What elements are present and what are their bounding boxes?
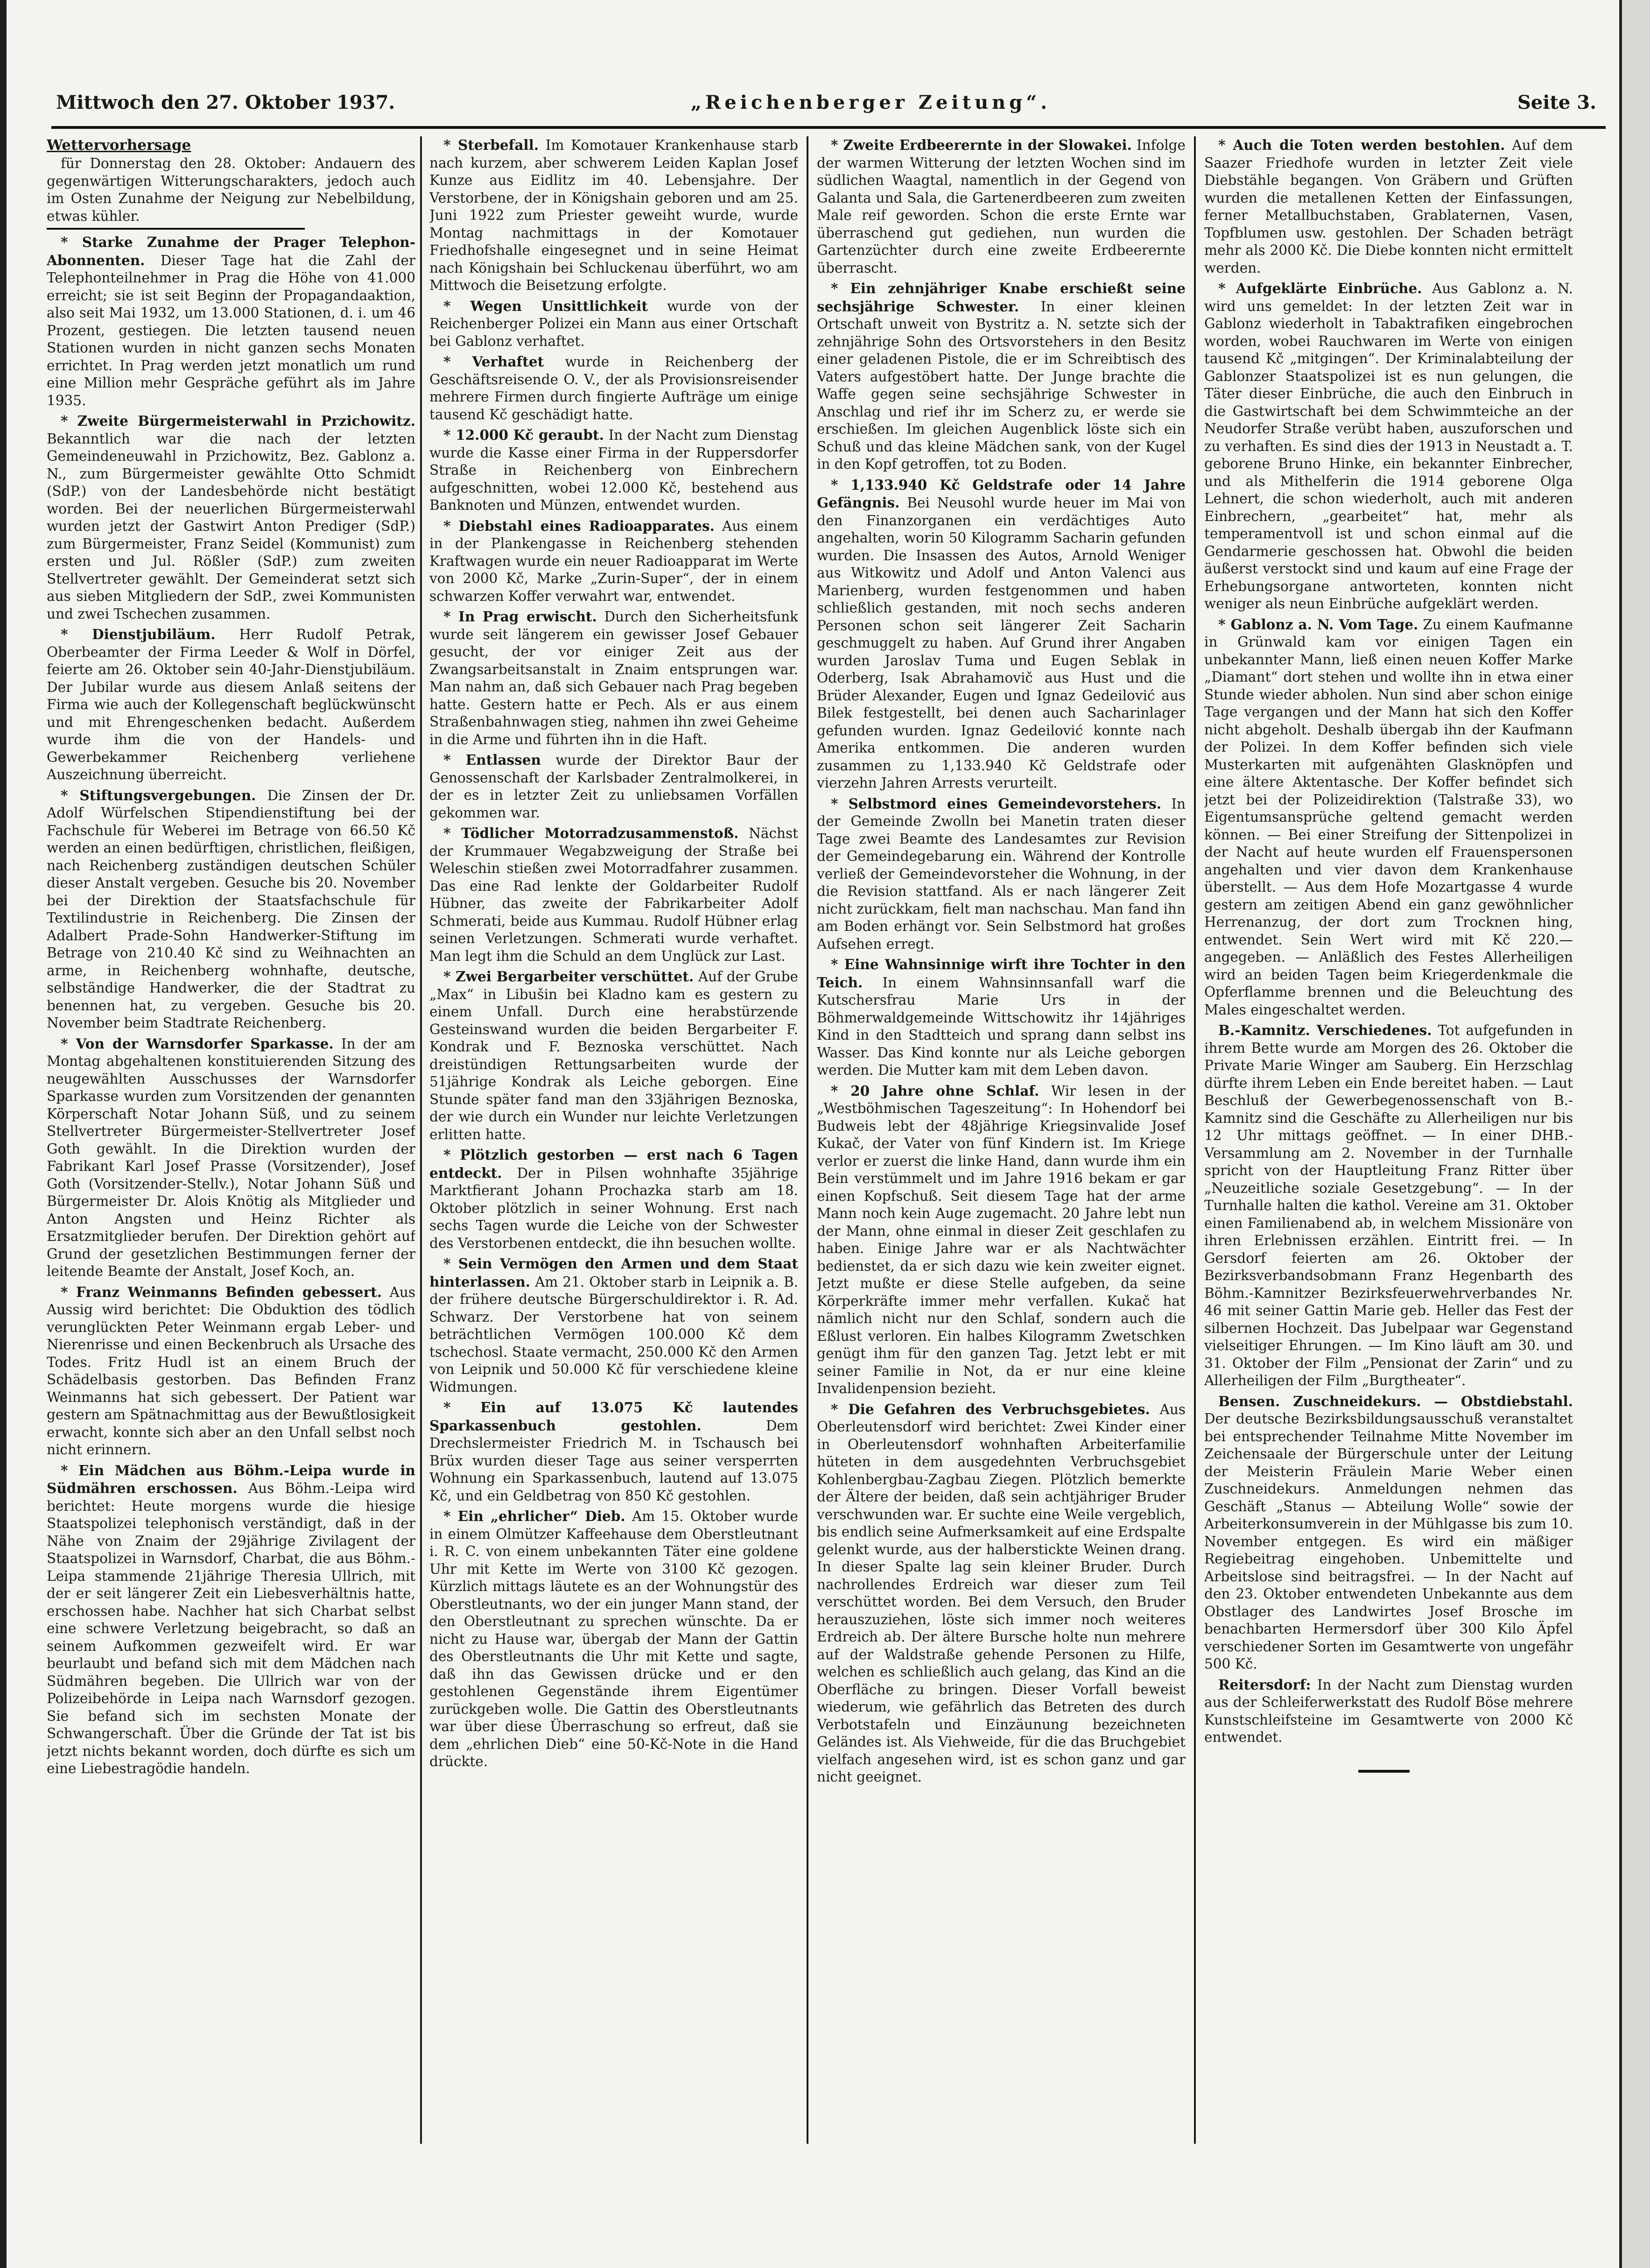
article-body: Im Komotauer Krankenhause starb nach kurzem, aber schwerem Leiden Kaplan Josef Kunze aus Eidlitz im 40. Lebensjahre. Der Verstorbene, der in Königshain geboren und am 25. Juni 1922 zum Priester geweiht wurde, wurde Montag nachmittags in der Komotauer Friedhofshalle eingesegnet und in seine Heimat nach Königshain bei Schluckenau überführt, wo am Mittwoch die Beisetzung erfolgte.: [429, 137, 798, 293]
news-article: [47, 1462, 415, 1778]
article-headline: * 12.000 Kč geraubt.: [443, 427, 604, 443]
scan-edge-right: [1619, 0, 1650, 2268]
end-rule: [1358, 1770, 1410, 1773]
column-1: [47, 136, 415, 2134]
article-body: Am 21. Oktober starb in Leipnik a. B. der frühere deutsche Bürgerschuldirektor i. R. Ad. Schwarz. Der Verstorbene hat von seinem beträchtlichen Vermögen 100.000 Kč dem tschechosl. Staate vermacht, 250.000 Kč den Armen von Leipnik und 50.000 Kč für verschiedene kleine Widmungen.: [429, 1274, 798, 1395]
article-body: In der Nacht zum Dienstag wurden aus der Schleiferwerkstatt des Rudolf Böse mehrere Kunstschleifsteine im Gesamtwerte von 2000 Kč entwendet.: [1204, 1676, 1573, 1745]
article-headline: * Aufgeklärte Einbrüche.: [1218, 280, 1422, 296]
section-separator: [47, 228, 305, 230]
article-headline: * Stiftungsvergebungen.: [61, 787, 256, 803]
article-headline: * Tödlicher Motorradzusammenstoß.: [443, 825, 739, 841]
column-divider: [420, 136, 422, 2144]
news-article: [429, 517, 798, 606]
article-body: Der deutsche Bezirksbildungsausschuß veranstaltet bei entsprechender Teilnahme Mitte November im Zeichensaale der Bürgerschule unter der Leitung der Meisterin Fräulein Marie Weber einen Zuschneidekurs. Anmeldungen nehmen das Geschäft „Stanus — Abteilung Wolle“ sowie der Arbeiterkonsumverein in der Mühlgasse bis zum 10. November entgegen. Es wird ein mäßiger Regiebeitrag eingehoben. Unbemittelte und Arbeitslose sind beitragsfrei. — In der Nacht auf den 23. Oktober entwendeten Unbekannte aus dem Obstlager des Landwirtes Josef Brosche im benachbarten Hermersdorf über 300 Kilo Äpfel verschiedener Sorten im Gesamtwerte von ungefähr 500 Kč.: [1204, 1411, 1573, 1672]
article-headline: * In Prag erwischt.: [443, 608, 597, 625]
article-headline: * Diebstahl eines Radioapparates.: [443, 517, 715, 534]
article-body: Auf der Grube „Max“ in Libušin bei Kladno kam es gestern zu einem Unfall. Durch eine herabstürzende Gesteinswand wurden die beiden Bergarbeiter F. Kondrak und F. Beznoska verschüttet. Nach dreistündigen Rettungsarbeiten wurde der 51jährige Kondrak als Leiche geborgen. Eine Stunde später fand man den 33jährigen Beznoska, der wie durch ein Wunder nur leichte Verletzungen erlitten hatte.: [429, 969, 798, 1142]
article-headline: * Wegen Unsittlichkeit: [443, 297, 648, 314]
article-body: Bekanntlich war die nach der letzten Gemeindeneuwahl in Przichowitz, Bez. Gablonz a. N., zum Bürgermeister gewählte Otto Schmidt (SdP.) von der Landesbehörde nicht bestätigt worden. Bei der neuerlichen Bürgermeisterwahl wurden jetzt der Gastwirt Anton Prediger (SdP.) zum Bürgermeister, Franz Seidel (Kommunist) zum ersten und Jul. Rößler (SdP.) zum zweiten Stellvertreter gewählt. Der Gemeinderat setzt sich aus sieben Mitgliedern der SdP., zwei Kommunisten und zwei Tschechen zusammen.: [47, 430, 415, 622]
article-headline: * Franz Weinmanns Befinden gebessert.: [61, 1283, 382, 1300]
article-headline: * Sein Vermögen den Armen und dem Staat hinterlassen.: [429, 1255, 798, 1290]
article-headline: * Auch die Toten werden bestohlen.: [1218, 137, 1505, 153]
weather-heading: Wettervorhersage: [47, 137, 191, 154]
header-title: „Reichenberger Zeitung“.: [691, 92, 1051, 113]
article-headline: * Ein „ehrlicher“ Dieb.: [443, 1508, 625, 1524]
article-headline: * Verhaftet: [443, 353, 544, 370]
article-body: Aus Gablonz a. N. wird uns gemeldet: In der letzten Zeit war in Gablonz wiederholt in Tabaktrafiken eingebrochen worden, wobei Rauchwaren im Werte von einigen tausend Kč „mitgingen“. Der Kriminalabteilung der Gablonzer Staatspolizei ist es nun gelungen, die Täter dieser Einbrüche, die auch den Einbruch in die Gastwirtschaft bei dem Schwimmteiche an der Neudorfer Straße verübt haben, auszuforschen und zu verhaften. Es sind dies der 1913 in Neustadt a. T. geborene Bruno Hinke, ein bekannter Einbrecher, und als Mithelferin die 1914 geborene Olga Lehnert, die schon wiederholt, auch mit anderen Einbrechern, „gearbeitet“ hat, mehr als temperamentvoll ist und schon einmal auf die Gendarmerie geschossen hat. Obwohl die beiden äußerst verstockt sind und kaum auf eine Frage der Erhebungsorgane antworteten, konnten nicht weniger als neun Einbrüche aufgeklärt werden.: [1204, 281, 1573, 612]
article-headline: * Selbstmord eines Gemeindevorstehers.: [831, 795, 1162, 812]
article-body: Bei Neusohl wurde heuer im Mai von den Finanzorganen ein verdächtiges Auto angehalten, worin 50 Kilogramm Sacharin gefunden wurden. Die Insassen des Autos, Arnold Weniger aus Witkowitz und Adolf und Anton Valenci aus Marienberg, wurden festgenommen und haben schließlich gestanden, mit noch sechs anderen Personen schon seit längerer Zeit Sacharin geschmuggelt zu haben. Auf Grund ihrer Angaben wurden Jaroslav Tuma und Eugen Seblak in Oderberg, Isak Abrahamovič aus Hust und die Brüder Alexander, Eugen und Ignaz Gedeilović aus Bilek festgestellt, bei denen auch Sacharinlager gefunden wurden. Ignaz Gedeilović konnte nach Amerika entkommen. Die anderen wurden zusammen zu 1,133.940 Kč Geldstrafe oder vierzehn Jahren Arrests verurteilt.: [817, 495, 1186, 791]
article-body: Aus einem in der Plankengasse in Reichenberg stehenden Kraftwagen wurde ein neuer Radioapparat im Werte von 2000 Kč, Marke „Zurin-Super“, der in einem schwarzen Koffer verwahrt war, entwendet.: [429, 518, 798, 604]
article-body: Auf dem Saazer Friedhofe wurden in letzter Zeit viele Diebstähle begangen. Von Gräbern und Grüften wurden die metallenen Ketten der Einfassungen, ferner Metallbuchstaben, Grablaternen, Vasen, Topfblumen usw. gestohlen. Der Schaden beträgt mehr als 2000 Kč. Die Diebe konnten nicht ermittelt werden.: [1204, 137, 1573, 276]
news-article: [429, 353, 798, 423]
news-article: [47, 412, 415, 623]
article-body: wurde der Direktor Baur der Genossenschaft der Karlsbader Zentralmolkerei, in der es in letzter Zeit zu unliebsamen Vorfällen gekommen war.: [429, 752, 798, 821]
news-article: [429, 297, 798, 351]
article-headline: * Ein zehnjähriger Knabe erschießt seine sechsjährige Schwester.: [817, 280, 1186, 315]
article-body: Dem Drechslermeister Friedrich M. in Tschausch bei Brüx wurden dieser Tage aus seiner versperrten Wohnung ein Sparkassenbuch, lautend auf 13.075 Kč, und ein Geldbetrag von 850 Kč gestohlen.: [429, 1417, 798, 1504]
article-headline: * Zweite Bürgermeisterwahl in Przichowitz.: [61, 413, 415, 429]
news-article: [429, 608, 798, 748]
article-headline: * Entlassen: [443, 752, 541, 768]
news-article: [817, 280, 1186, 473]
column-divider: [1194, 136, 1196, 2144]
news-article: [817, 956, 1186, 1079]
news-article: [429, 136, 798, 295]
article-body: In einem Wahnsinnsanfall warf die Kutschersfrau Marie Urs in der Böhmerwaldgemeinde Wittschowitz ihr 14jähriges Kind in den Stadtteich und sprang dann selbst ins Wasser. Das Kind konnte nur als Leiche geborgen werden. Die Mutter kam mit dem Leben davon.: [817, 974, 1186, 1078]
header-page-number: Seite 3.: [1517, 92, 1596, 113]
article-body: Herr Rudolf Petrak, Oberbeamter der Firma Leeder & Wolf in Dörfel, feierte am 26. Oktober sein 40-Jahr-Dienstjubiläum. Der Jubilar wurde aus diesem Anlaß seitens der Firma wie auch der Kollegenschaft beglückwünscht und mit Ehrengeschenken bedacht. Außerdem wurde ihm die von der Handels- und Gewerbekammer Reichenberg verliehene Auszeichnung überreicht.: [47, 627, 415, 782]
article-body: wurde von der Reichenberger Polizei ein Mann aus einer Ortschaft bei Gablonz verhaftet.: [429, 298, 798, 349]
article-body: Am 15. Oktober wurde in einem Olmützer Kaffeehause dem Oberstleutnant i. R. C. von einem unbekannten Täter eine goldene Uhr mit Kette im Werte von 3100 Kč gezogen. Kürzlich mittags läutete es an der Wohnungstür des Oberstleutnants, wo der ein junger Mann stand, der den Oberstleutnant zu sprechen wünschte. Da er nicht zu Hause war, übergab der Mann der Gattin des Oberstleutnants die Uhr mit Kette und sagte, daß ihn das Gewissen drücke und er den gestohlenen Gegenstände ihrem Eigentümer zurückgeben wolle. Die Gattin des Oberstleutnants war über diese Überraschung so erfreut, daß sie dem „ehrlichen Dieb“ eine 50-Kč-Note in die Hand drückte.: [429, 1508, 798, 1769]
column-4: [1204, 136, 1573, 2134]
news-article: [429, 968, 798, 1143]
news-article: [1204, 1393, 1573, 1673]
news-article: [47, 1035, 415, 1281]
article-headline: * Von der Warnsdorfer Sparkasse.: [61, 1035, 334, 1052]
news-article: [47, 233, 415, 409]
scan-edge-left: [0, 0, 7, 2268]
article-body: Nächst der Krummauer Wegabzweigung der Straße bei Weleschin stießen zwei Motorradfahrer zusammen. Das eine Rad lenkte der Goldarbeiter Rudolf Hübner, das zweite der Fabrikarbeiter Adolf Schmerati, beide aus Kummau. Rudolf Hübner erlag seinen Verletzungen. Schmerati wurde verhaftet. Man legt ihm die Schuld an dem Unglück zur Last.: [429, 825, 798, 964]
news-article: [47, 626, 415, 784]
news-article: [1204, 136, 1573, 277]
article-body: Tot aufgefunden in ihrem Bette wurde am Morgen des 26. Oktober die Private Marie Winger am Sauberg. Ein Herzschlag dürfte ihrem Leben ein Ende bereitet haben. — Laut Beschluß der Gewerbegenossenschaft von B.-Kamnitz sind die Geschäfte zu Allerheiligen nur bis 12 Uhr mittags geöffnet. — In einer DHB.-Versammlung am 2. November in der Turnhalle spricht von der Hauptleitung Franz Ritter über „Neuzeitliche soziale Gesetzgebung“. — In der Turnhalle halten die kathol. Vereine am 31. Oktober einen Familienabend ab, in welchem Missionäre von ihren Erlebnissen erzählen. Eintritt frei. — In Gersdorf feierten am 26. Oktober der Bezirksverbandsobmann Franz Hegenbarth des Böhm.-Kamnitzer Bezirksfeuerwehrverbandes Nr. 46 mit seiner Gattin Marie geb. Heller das Fest der silbernen Hochzeit. Das Jubelpaar war Gegenstand vielseitiger Ehrungen. — Im Kino läuft am 30. und 31. Oktober der Film „Pensionat der Zarin“ und zu Allerheiligen der Film „Burgtheater“.: [1204, 1022, 1573, 1388]
news-article: [429, 1255, 798, 1396]
news-article: [429, 426, 798, 514]
page-header: [56, 87, 1596, 120]
column-2: [429, 136, 798, 2134]
news-article: [429, 751, 798, 822]
news-article: [429, 1146, 798, 1252]
article-body: Wir lesen in der „Westböhmischen Tageszeitung“: In Hohendorf bei Budweis lebt der 48jährige Kriegsinvalide Josef Kukač, der Vater von fünf Kindern ist. Im Kriege verlor er zuerst die linke Hand, dann wurde ihm ein Bein verstümmelt und im Jahre 1916 bekam er gar einen Kopfschuß. Seit diesem Tage hat der arme Mann noch kein Auge zugemacht. 20 Jahre lebt nun der Mann, ohne einmal in dieser Zeit geschlafen zu haben. Einige Jahre war er als Nachtwächter bedienstet, da er sich dazu wie kein zweiter eignet. Jetzt mußte er diese Stelle aufgeben, da seine Körperkräfte immer mehr verfallen. Kukač hat nämlich nicht nur den Schlaf, sondern auch die Eßlust verloren. Ein halbes Kilogramm Zwetschken genügt ihm für den ganzen Tag. Jetzt lebt er mit seiner Familie in Not, da er nur eine kleine Invalidenpension bezieht.: [817, 1083, 1186, 1396]
article-headline: * 1,133.940 Kč Geldstrafe oder 14 Jahre Gefängnis.: [817, 476, 1186, 511]
article-body: In der am Montag abgehaltenen konstituierenden Sitzung des neugewählten Ausschusses der Warnsdorfer Sparkasse wurden zum Vorsitzenden der genannten Körperschaft Notar Johann Süß, und zu seinem Stellvertreter Bürgermeister-Stellvertreter Josef Goth gewählt. In die Direktion wurden der Fabrikant Karl Josef Prasse (Vorsitzender), Josef Goth (Vorsitzender-Stellv.), Notar Johann Süß und Bürgermeister Dr. Alois Knötig als Mitglieder und Anton Angsten und Heinz Richter als Ersatzmitglieder berufen. Der Direktion gehört auf Grund der gesetzlichen Bestimmungen ferner der leitende Beamte der Anstalt, Josef Koch, an.: [47, 1035, 415, 1279]
news-article: [429, 1507, 798, 1771]
article-body: Die Zinsen der Dr. Adolf Würfelschen Stipendienstiftung bei der Fachschule für Weberei im Betrage von 66.50 Kč werden an einen bedürftigen, christlichen, fleißigen, nach Reichenberg zuständigen deutschen Schüler dieser Anstalt vergeben. Gesuche bis 20. November bei der Direktion der Staatsfachschule für Textilindustrie in Reichenberg. Die Zinsen der Adalbert Prade-Sohn Handwerker-Stiftung im Betrage von 210.40 Kč sind zu Weihnachten an arme, in Reichenberg wohnhafte, deutsche, selbständige Handwerker, die der Stadtrat zu benennen hat, zu vergeben. Gesuche bis 20. November beim Stadtrate Reichenberg.: [47, 787, 415, 1031]
article-headline: Reitersdorf:: [1218, 1676, 1311, 1693]
article-body: Der in Pilsen wohnhafte 35jährige Marktfierant Johann Prochazka starb am 18. Oktober plötzlich in seiner Wohnung. Erst nach sechs Tagen wurde die Leiche von der Schwester des Verstorbenen entdeckt, die ihn besuchen wollte.: [429, 1165, 798, 1251]
news-article: [1204, 280, 1573, 613]
news-article: [1204, 1676, 1573, 1747]
article-headline: * Plötzlich gestorben — erst nach 6 Tagen entdeckt.: [429, 1147, 798, 1181]
weather-text: für Donnerstag den 28. Oktober: Andauern des gegenwärtigen Witterungscharakters, jedoch auch im Osten Zunahme der Neigung zur Nebelbildung, etwas kühler.: [47, 155, 415, 224]
article-body: Dieser Tage hat die Zahl der Telephonteilnehmer in Prag die Höhe von 41.000 erreicht; sie ist seit Beginn der Propagandaaktion, also seit Mai 1932, um 13.000 Stationen, d. i. um 46 Prozent, gestiegen. Die letzten tausend neuen Stationen wurden in nicht ganzen sechs Monaten errichtet. In Prag werden jetzt monatlich um rund eine Million mehr Gespräche geführt als im Jahre 1935.: [47, 252, 415, 409]
article-headline: * Eine Wahnsinnige wirft ihre Tochter in den Teich.: [817, 956, 1186, 991]
article-body: wurde in Reichenberg der Geschäftsreisende O. V., der als Provisionsreisender mehrere Firmen durch fingierte Aufträge um einige tausend Kč geschädigt hatte.: [429, 354, 798, 423]
article-headline: * Zweite Erdbeerernte in der Slowakei.: [831, 137, 1132, 153]
news-article: [429, 1399, 798, 1505]
article-body: Aus Böhm.-Leipa wird berichtet: Heute morgens wurde die hiesige Staatspolizei telephonisch verständigt, daß in der Nähe von Znaim der 29jährige Zivilagent der Staatspolizei in Warnsdorf, Charbat, die aus Böhm.-Leipa stammende 21jährige Theresia Ullrich, mit der er seit längerer Zeit ein Liebesverhältnis hatte, erschossen habe. Nachher hat sich Charbat selbst eine schwere Verletzung beigebracht, so daß an seinem Aufkommen gezweifelt wird. Er war beurlaubt und befand sich mit dem Mädchen nach Südmähren begeben. Die Ullrich war von der Polizeibehörde in Leipa nach Warnsdorf gezogen. Sie befand sich im sechsten Monate der Schwangerschaft. Über die Gründe der Tat ist bis jetzt nichts bekannt worden, doch dürfte es sich um eine Liebestragödie handeln.: [47, 1480, 415, 1776]
news-article: [817, 136, 1186, 277]
article-headline: * Die Gefahren des Verbruchsgebietes.: [831, 1401, 1150, 1417]
article-headline: * Ein Mädchen aus Böhm.-Leipa wurde in Südmähren erschossen.: [47, 1462, 415, 1496]
article-headline: B.-Kamnitz. Verschiedenes.: [1218, 1022, 1432, 1038]
article-body: Durch den Sicherheitsfunk wurde seit längerem ein gewisser Josef Gebauer gesucht, der vor einiger Zeit aus der Zwangsarbeitsanstalt in Znaim entsprungen war. Man nahm an, daß sich Gebauer nach Prag begeben hatte. Gestern hatte er Pech. Als er aus einem Straßenbahnwagen stieg, nahmen ihn zwei Geheime in die Arme und führten ihn in die Haft.: [429, 609, 798, 747]
article-body: Zu einem Kaufmanne in Grünwald kam vor einigen Tagen ein unbekannter Mann, ließ einen neuen Koffer Marke „Diamant“ dort stehen und wollte ihn in etwa einer Stunde wieder abholen. Nun sind aber schon einige Tage vergangen und der Mann hat sich den Koffer nicht abgeholt. Deshalb übergab ihn der Kaufmann der Polizei. In dem Koffer befinden sich viele Musterkarten mit aufgenähten Glasknöpfen und eine ältere Aktentasche. Der Koffer befindet sich jetzt bei der Polizeidirektion (Talstraße 33), wo Eigentumsansprüche geltend gemacht werden können. — Bei einer Streifung der Sittenpolizei in der Nacht auf heute wurden elf Frauenspersonen angehalten und vier davon dem Krankenhause überstellt. — Aus dem Hofe Mozartgasse 4 wurde gestern am zeitigen Abend ein ganz gewöhnlicher Herrenanzug, der dort zum Trocknen hing, entwendet. Sein Wert wird mit Kč 220.— angegeben. — Anläßlich des Festes Allerheiligen wird an beiden Tagen beim Kriegerdenkmale die Opferflamme brennen und die Beleuchtung des Males eingeschaltet werden.: [1204, 616, 1573, 1018]
article-body: In einer kleinen Ortschaft unweit von Bystritz a. N. setzte sich der zehnjährige Sohn des Ortsvorstehers in den Besitz einer geladenen Pistole, die er im Schreibtisch des Vaters aufgestöbert hatte. Der Junge brachte die Waffe gegen seine sechsjährige Schwester in Anschlag und rief ihr im Scherz zu, er werde sie erschießen. Im gleichen Augenblick löste sich ein Schuß und das kleine Mädchen sank, von der Kugel in den Kopf getroffen, tot zu Boden.: [817, 298, 1186, 472]
article-body: Aus Oberleutensdorf wird berichtet: Zwei Kinder einer in Oberleutensdorf wohnhaften Arbeiterfamilie hüteten in dem ausgedehnten Verbruchsgebiet Kohlenbergbau-Zagbau Ziegen. Plötzlich bemerkte der Ältere der beiden, daß sein achtjähriger Bruder verschwunden war. Er suchte eine Weile vergeblich, bis endlich seine Aufmerksamkeit auf eine Erdspalte gelenkt wurde, aus der halberstickte Weinen drang. In dieser Spalte lag sein kleiner Bruder. Durch nachrollendes Erdreich war dieser zum Teil verschüttet worden. Bei dem Versuch, den Bruder herauszuziehen, löste sich immer noch weiteres Erdreich ab. Der ältere Bursche holte nun mehrere auf der Waldstraße gehende Personen zu Hilfe, welchen es schließlich auch gelang, das Kind an die Oberfläche zu bringen. Dieser Vorfall beweist wiederum, wie gefährlich das Betreten des durch Verbotstafeln und Einzäunung bezeichneten Geländes ist. Als Viehweide, für die das Bruchgebiet vielfach angesehen wird, ist es schon ganz und gar nicht geeignet.: [817, 1401, 1186, 1785]
article-headline: * 20 Jahre ohne Schlaf.: [831, 1082, 1039, 1099]
news-article: [47, 787, 415, 1032]
article-headline: * Zwei Bergarbeiter verschüttet.: [443, 968, 694, 985]
news-article: [47, 1283, 415, 1459]
article-body: In der Gemeinde Zwolln bei Manetin traten dieser Tage zwei Beamte des Landesamtes zur Revision der Gemeindegebarung ein. Während der Kontrolle verließ der Gemeindevorsteher die Wohnung, in der die Revision stattfand. Als er nach längerer Zeit nicht zurückkam, fielt man nachschau. Man fand ihn am Boden erhängt vor. Sein Selbstmord hat großes Aufsehen erregt.: [817, 796, 1186, 952]
news-article: [817, 476, 1186, 792]
header-date: Mittwoch den 27. Oktober 1937.: [56, 92, 395, 113]
column-3: [817, 136, 1186, 2134]
news-article: [817, 1401, 1186, 1786]
article-headline: * Starke Zunahme der Prager Telephon-Abonnenten.: [47, 234, 415, 268]
news-article: [1204, 1021, 1573, 1390]
news-article: [817, 1082, 1186, 1398]
article-headline: * Ein auf 13.075 Kč lautendes Sparkassenbuch gestohlen.: [429, 1399, 798, 1434]
header-rule: [51, 126, 1606, 129]
news-article: [1204, 616, 1573, 1019]
article-body: Infolge der warmen Witterung der letzten Wochen sind im südlichen Waagtal, namentlich in der Gegend von Galanta und Sala, die Gartenerdbeeren zum zweiten Male reif geworden. Schon die erste Ernte war überraschend gut gediehen, nun wurden die Gartenzüchter durch eine zweite Erdbeerernte überrascht.: [817, 137, 1186, 276]
news-article: [429, 824, 798, 965]
article-headline: * Gablonz a. N. Vom Tage.: [1218, 616, 1418, 633]
article-headline: * Dienstjubiläum.: [61, 626, 216, 642]
news-article: [817, 795, 1186, 953]
article-headline: Bensen. Zuschneidekurs. — Obstdiebstahl.: [1218, 1393, 1573, 1409]
article-body: In der Nacht zum Dienstag wurde die Kasse einer Firma in der Ruppersdorfer Straße in Reichenberg von Einbrechern aufgeschnitten, wobei 12.000 Kč, bestehend aus Banknoten und Münzen, entwendet wurden.: [429, 427, 798, 513]
article-body: Aus Aussig wird berichtet: Die Obduktion des tödlich verunglückten Peter Weinmann ergab Leber- und Nierenrisse und einen Beckenbruch als Ursache des Todes. Fritz Hudl ist an einem Bruch der Schädelbasis gestorben. Das Befinden Franz Weinmanns hat sich gebessert. Der Patient war gestern am Spätnachmittag aus der Bewußtlosigkeit erwacht, konnte sich aber an den Unfall selbst noch nicht erinnern.: [47, 1284, 415, 1458]
column-divider: [807, 136, 808, 2144]
article-headline: * Sterbefall.: [443, 137, 539, 153]
